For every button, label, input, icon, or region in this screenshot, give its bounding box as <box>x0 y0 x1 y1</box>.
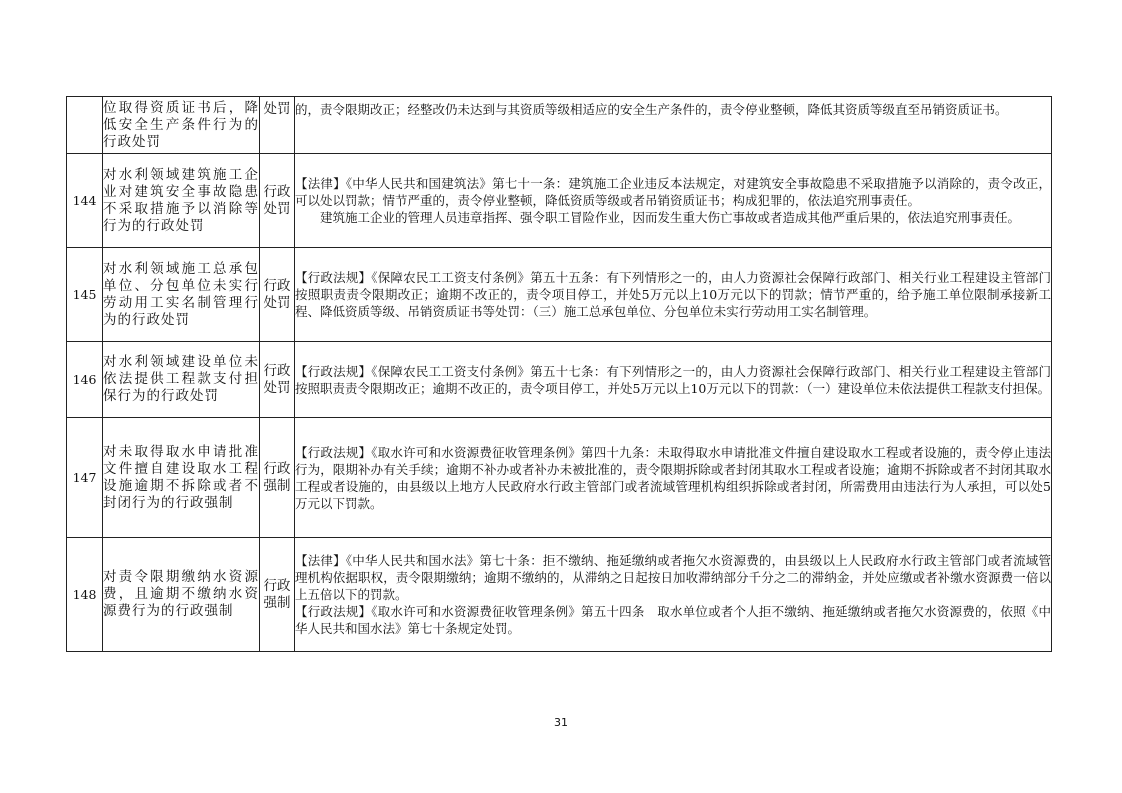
table-row <box>67 154 1052 248</box>
legal-basis <box>295 342 1052 418</box>
item-name: 对水利领域建设单位未依法提供工程款支付担保行为的行政处罚 <box>103 342 260 418</box>
row-number <box>67 97 103 154</box>
row-number: 148 <box>67 538 103 652</box>
item-type <box>260 538 295 652</box>
item-type-line: 处罚 <box>263 200 291 217</box>
table-row <box>67 418 1052 538</box>
item-type-line: 处罚 <box>263 294 291 311</box>
row-number: 146 <box>67 342 103 418</box>
item-type-line: 行政 <box>263 362 291 379</box>
item-type <box>260 248 295 342</box>
legal-basis-paragraph: 【行政法规】《取水许可和水资源费征收管理条例》第五十四条 取水单位或者个人拒不缴纳、拖延缴纳或者拖欠水资源费的，依照《中华人民共和国水法》第七十条规定处罚。 <box>295 604 1051 636</box>
legal-basis <box>295 154 1052 248</box>
item-type-line: 处罚 <box>263 379 291 396</box>
table-row <box>67 538 1052 652</box>
row-number: 144 <box>67 154 103 248</box>
table-body <box>67 97 1052 652</box>
enforcement-items-table <box>66 96 1052 652</box>
item-name: 对水利领域施工总承包单位、分包单位未实行劳动用工实名制管理行为的行政处罚 <box>103 248 260 342</box>
legal-basis-paragraph: 【行政法规】《保障农民工工资支付条例》第五十五条：有下列情形之一的，由人力资源社会保障行政部门、相关行业工程建设主管部门按照职责责令限期改正；逾期不改正的，责令项目停工，并处5万元以上10万元以下的罚款；情节严重的，给予施工单位限制承接新工程、降低资质等级、吊销资质证书等处罚：（三）施工总承包单位、分包单位未实行劳动用工实名制管理。 <box>295 270 1051 319</box>
row-number: 147 <box>67 418 103 538</box>
legal-basis-paragraph: 【法律】《中华人民共和国水法》第七十条：拒不缴纳、拖延缴纳或者拖欠水资源费的，由县级以上人民政府水行政主管部门或者流域管理机构依据职权，责令限期缴纳；逾期不缴纳的，从滞纳之日起按日加收滞纳部分千分之二的滞纳金，并处应缴或者补缴水资源费一倍以上五倍以下的罚款。 <box>295 553 1051 602</box>
item-type-line: 强制 <box>263 594 291 611</box>
legal-basis-paragraph: 【行政法规】《保障农民工工资支付条例》第五十七条：有下列情形之一的，由人力资源社会保障行政部门、相关行业工程建设主管部门按照职责责令限期改正；逾期不改正的，责令项目停工，并处5万元以上10万元以下的罚款：（一）建设单位未依法提供工程款支付担保。 <box>295 363 1051 396</box>
legal-basis <box>295 538 1052 652</box>
legal-basis <box>295 418 1052 538</box>
item-type-line: 强制 <box>263 477 291 494</box>
legal-basis-paragraph: 建筑施工企业的管理人员违章指挥、强令职工冒险作业，因而发生重大伤亡事故或者造成其他严重后果的，依法追究刑事责任。 <box>320 210 1021 225</box>
table-row <box>67 97 1052 154</box>
legal-basis-paragraph: 【法律】《中华人民共和国建筑法》第七十一条：建筑施工企业违反本法规定，对建筑安全事故隐患不采取措施予以消除的，责令改正，可以处以罚款；情节严重的，责令停业整顿，降低资质等级或者吊销资质证书；构成犯罪的，依法追究刑事责任。 <box>295 176 1051 208</box>
item-type <box>260 342 295 418</box>
item-type-line: 行政 <box>263 577 291 594</box>
legal-basis-paragraph: 【行政法规】《取水许可和水资源费征收管理条例》第四十九条：未取得取水申请批准文件擅自建设取水工程或者设施的，责令停止违法行为，限期补办有关手续；逾期不补办或者补办未被批准的，责令限期拆除或者封闭其取水工程或者设施；逾期不拆除或者不封闭其取水工程或者设施的，由县级以上地方人民政府水行政主管部门或者流域管理机构组织拆除或者封闭，所需费用由违法行为人承担，可以处5万元以下罚款。 <box>295 444 1051 511</box>
item-name: 对责令限期缴纳水资源费，且逾期不缴纳水资源费行为的行政强制 <box>103 538 260 652</box>
row-number: 145 <box>67 248 103 342</box>
item-type <box>260 154 295 248</box>
item-type <box>260 418 295 538</box>
table-row <box>67 248 1052 342</box>
item-name: 位取得资质证书后，降低安全生产条件行为的行政处罚 <box>103 97 260 154</box>
legal-basis-paragraph: 的，责令限期改正；经整改仍未达到与其资质等级相适应的安全生产条件的，责令停业整顿，降低其资质等级直至吊销资质证书。 <box>295 102 1008 117</box>
item-type-line: 行政 <box>263 277 291 294</box>
item-name: 对水利领域建筑施工企业对建筑安全事故隐患不采取措施予以消除等行为的行政处罚 <box>103 154 260 248</box>
item-type-line: 行政 <box>263 460 291 477</box>
item-name: 对未取得取水申请批准文件擅自建设取水工程设施逾期不拆除或者不封闭行为的行政强制 <box>103 418 260 538</box>
legal-basis <box>295 97 1052 154</box>
item-type-line: 行政 <box>263 183 291 200</box>
legal-basis <box>295 248 1052 342</box>
item-type-line: 处罚 <box>263 101 291 117</box>
table-row <box>67 342 1052 418</box>
item-type <box>260 97 295 154</box>
page-number: 31 <box>554 716 568 729</box>
